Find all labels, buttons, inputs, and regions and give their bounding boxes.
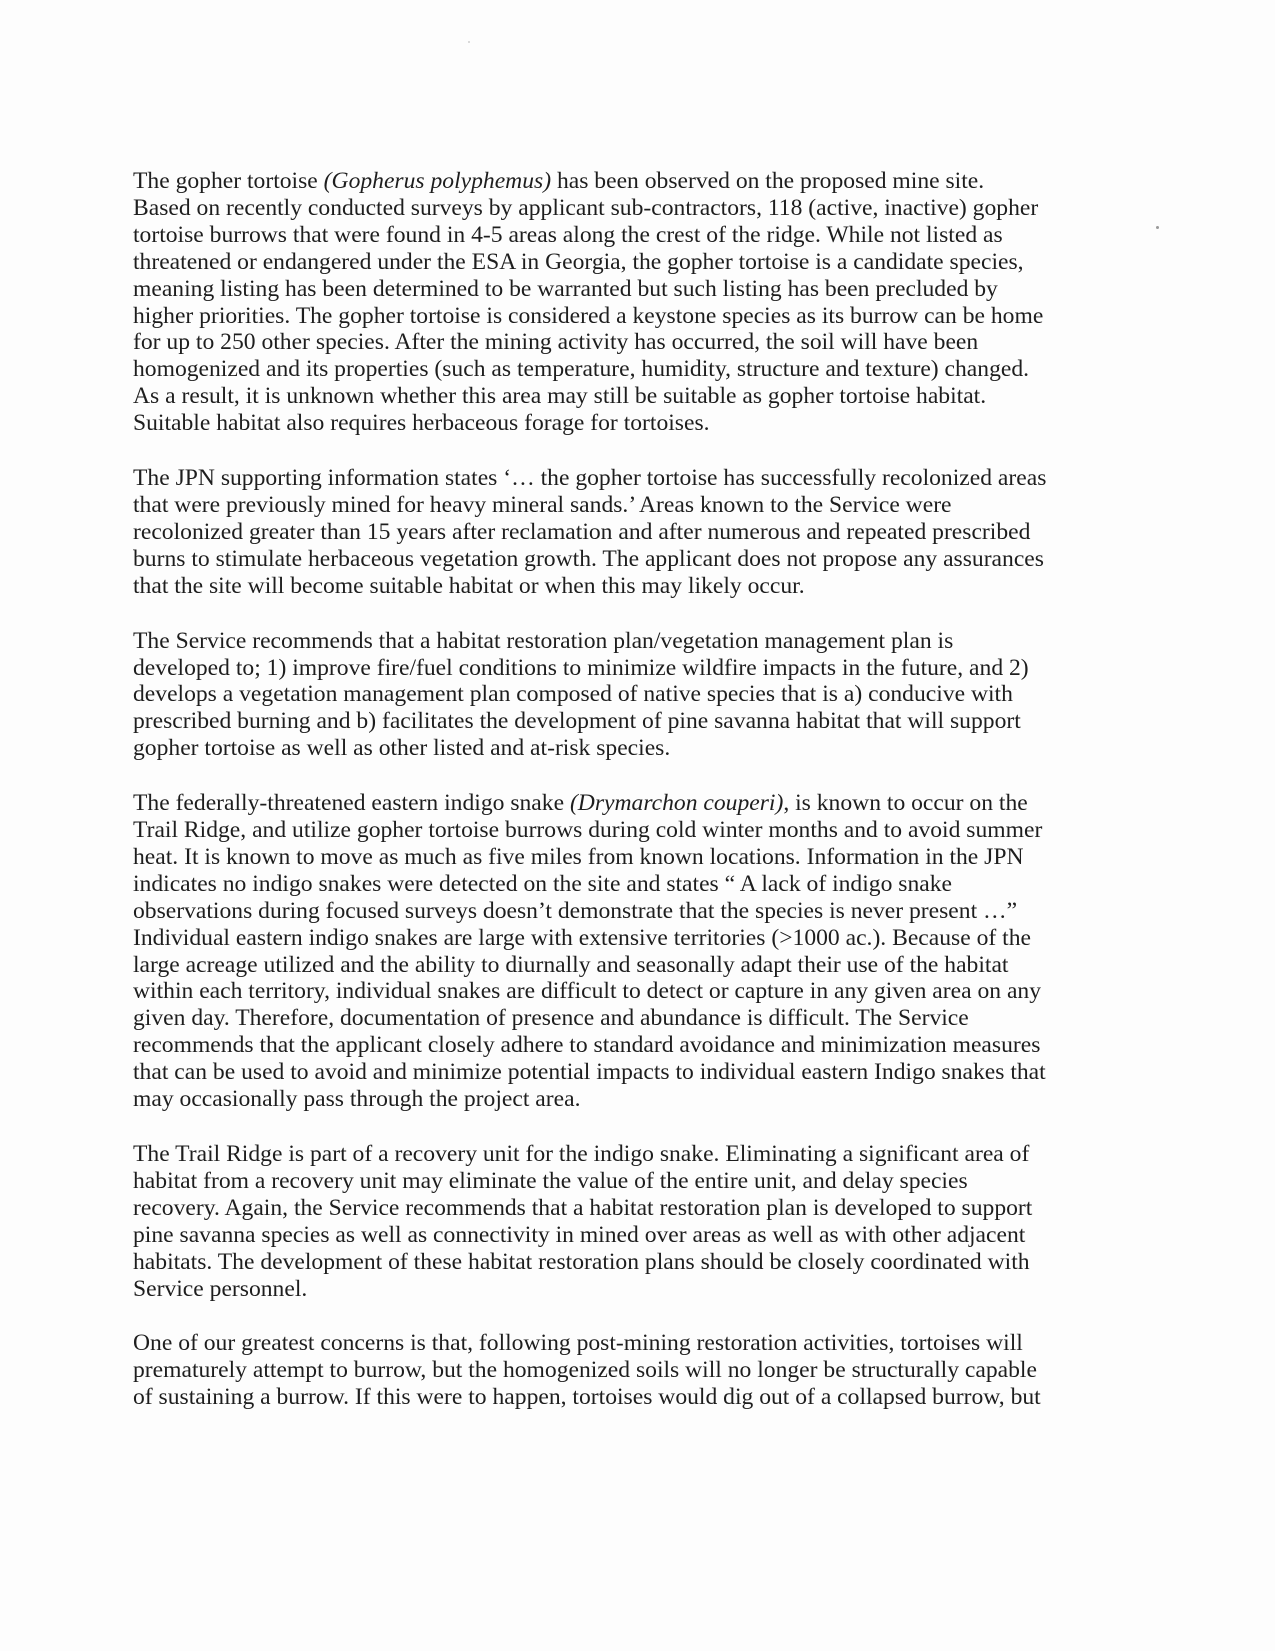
text-line (133, 1330, 1143, 1357)
text-segment: developed to; 1) improve fire/fuel conditions to minimize wildfire impacts in the future, and 2) (133, 654, 1029, 681)
text-segment: has been observed on the proposed mine site. (551, 168, 985, 194)
text-line (133, 871, 1143, 898)
text-segment: The Trail Ridge is part of a recovery unit for the indigo snake. Eliminating a significant area of (133, 1141, 1030, 1167)
text-segment: higher priorities. The gopher tortoise is considered a keystone species as its burrow can be home (133, 302, 1044, 329)
text-segment: observations during focused surveys doesn’t demonstrate that the species is never present …” (133, 897, 1018, 924)
text-segment: prescribed burning and b) facilitates the development of pine savanna habitat that will support (133, 708, 1021, 735)
text-line (133, 1222, 1143, 1249)
paragraph (133, 628, 1143, 763)
text-segment: , is known to occur on the (783, 790, 1028, 817)
text-segment: that can be used to avoid and minimize potential impacts to individual eastern Indigo snakes that (133, 1059, 1046, 1086)
text-segment: One of our greatest concerns is that, following post-mining restoration activities, tortoises will (133, 1330, 1023, 1357)
text-line (133, 952, 1143, 979)
text-segment: indicates no indigo snakes were detected on the site and states “ A lack of indigo snake (133, 870, 952, 897)
text-line (133, 817, 1143, 844)
text-segment: The Service recommends that a habitat restoration plan/vegetation management plan is (133, 627, 954, 654)
text-line (133, 168, 1143, 195)
text-line (133, 925, 1143, 952)
paragraph (133, 1141, 1143, 1302)
text-line (133, 356, 1143, 383)
text-segment: that were previously mined for heavy mineral sands.’ Areas known to the Service were (133, 491, 952, 518)
species-name: (Drymarchon couperi) (569, 790, 784, 817)
text-segment: gopher tortoise as well as other listed and at-risk species. (133, 735, 671, 762)
text-segment: recolonized greater than 15 years after reclamation and after numerous and repeated prescribed (133, 518, 1031, 545)
text-line (133, 1086, 1143, 1113)
text-line (133, 222, 1143, 249)
text-line (133, 1384, 1143, 1411)
text-line (133, 708, 1143, 735)
text-line (133, 276, 1143, 303)
text-segment: The federally-threatened eastern indigo snake (133, 790, 570, 817)
text-segment: for up to 250 other species. After the mining activity has occurred, the soil will have been (133, 329, 979, 356)
text-line (133, 1195, 1143, 1222)
text-line (133, 790, 1143, 817)
text-segment: heat. It is known to move as much as five miles from known locations. Information in the JPN (133, 843, 1024, 870)
text-segment: that the site will become suitable habitat or when this may likely occur. (133, 572, 805, 599)
text-line (133, 628, 1143, 655)
text-segment: habitat from a recovery unit may eliminate the value of the entire unit, and delay species (133, 1167, 968, 1194)
scan-speck (1156, 226, 1159, 229)
text-line (133, 681, 1143, 708)
text-line (133, 1141, 1143, 1168)
text-segment: burns to stimulate herbaceous vegetation growth. The applicant does not propose any assurances (133, 545, 1044, 572)
text-line (133, 978, 1143, 1005)
text-segment: within each territory, individual snakes are difficult to detect or capture in any given area on any (133, 978, 1042, 1005)
text-segment: habitats. The development of these habitat restoration plans should be closely coordinated with (133, 1248, 1030, 1275)
text-segment: As a result, it is unknown whether this area may still be suitable as gopher tortoise habitat. (133, 383, 987, 410)
text-segment: prematurely attempt to burrow, but the homogenized soils will no longer be structurally capable (133, 1357, 1037, 1384)
text-line (133, 546, 1143, 573)
scan-speck (468, 41, 470, 43)
text-segment: homogenized and its properties (such as temperature, humidity, structure and texture) changed. (133, 356, 1030, 383)
text-line (133, 303, 1143, 330)
text-segment: develops a vegetation management plan composed of native species that is a) conducive with (133, 681, 1013, 708)
text-line (133, 1168, 1143, 1195)
paragraph (133, 1330, 1143, 1411)
text-line (133, 573, 1143, 600)
text-segment: Based on recently conducted surveys by applicant sub-contractors, 118 (active, inactive) gopher (133, 194, 1039, 221)
text-line (133, 465, 1143, 492)
text-line (133, 519, 1143, 546)
text-line (133, 383, 1143, 410)
text-line (133, 492, 1143, 519)
paragraph (133, 790, 1143, 1113)
text-segment: The gopher tortoise (133, 168, 324, 194)
text-line (133, 1059, 1143, 1086)
paragraph (133, 168, 1143, 437)
species-name: (Gopherus polyphemus) (323, 168, 552, 194)
text-segment: Individual eastern indigo snakes are large with extensive territories (>1000 ac.). Because of the (133, 924, 1031, 951)
paragraph (133, 465, 1143, 600)
text-segment: tortoise burrows that were found in 4-5 areas along the crest of the ridge. While not listed as (133, 221, 1003, 248)
text-line (133, 898, 1143, 925)
text-segment: The JPN supporting information states ‘… the gopher tortoise has successfully recolonized areas (133, 465, 1047, 492)
text-segment: recommends that the applicant closely adhere to standard avoidance and minimization measures (133, 1032, 1041, 1059)
text-segment: may occasionally pass through the project area. (133, 1086, 581, 1113)
text-line (133, 1032, 1143, 1059)
text-segment: threatened or endangered under the ESA in Georgia, the gopher tortoise is a candidate species, (133, 248, 1024, 275)
text-segment: given day. Therefore, documentation of presence and abundance is difficult. The Service (133, 1005, 969, 1032)
text-segment: Service personnel. (133, 1275, 308, 1302)
text-segment: recovery. Again, the Service recommends that a habitat restoration plan is developed to support (133, 1194, 1033, 1221)
text-line (133, 1357, 1143, 1384)
text-line (133, 1005, 1143, 1032)
text-line (133, 329, 1143, 356)
text-line (133, 1249, 1143, 1276)
text-line (133, 1276, 1143, 1303)
text-line (133, 410, 1143, 437)
text-segment: large acreage utilized and the ability to diurnally and seasonally adapt their use of the habitat (133, 951, 1009, 978)
document-body (133, 168, 1143, 1411)
text-segment: Suitable habitat also requires herbaceous forage for tortoises. (133, 410, 710, 437)
text-segment: Trail Ridge, and utilize gopher tortoise burrows during cold winter months and to avoid summer (133, 817, 1043, 844)
text-segment: of sustaining a burrow. If this were to happen, tortoises would dig out of a collapsed burrow, but (133, 1384, 1041, 1411)
text-line (133, 195, 1143, 222)
text-line (133, 844, 1143, 871)
text-segment: pine savanna species as well as connectivity in mined over areas as well as with other adjacent (133, 1221, 1026, 1248)
text-line (133, 249, 1143, 276)
text-line (133, 655, 1143, 682)
text-line (133, 735, 1143, 762)
text-segment: meaning listing has been determined to be warranted but such listing has been precluded by (133, 275, 998, 302)
